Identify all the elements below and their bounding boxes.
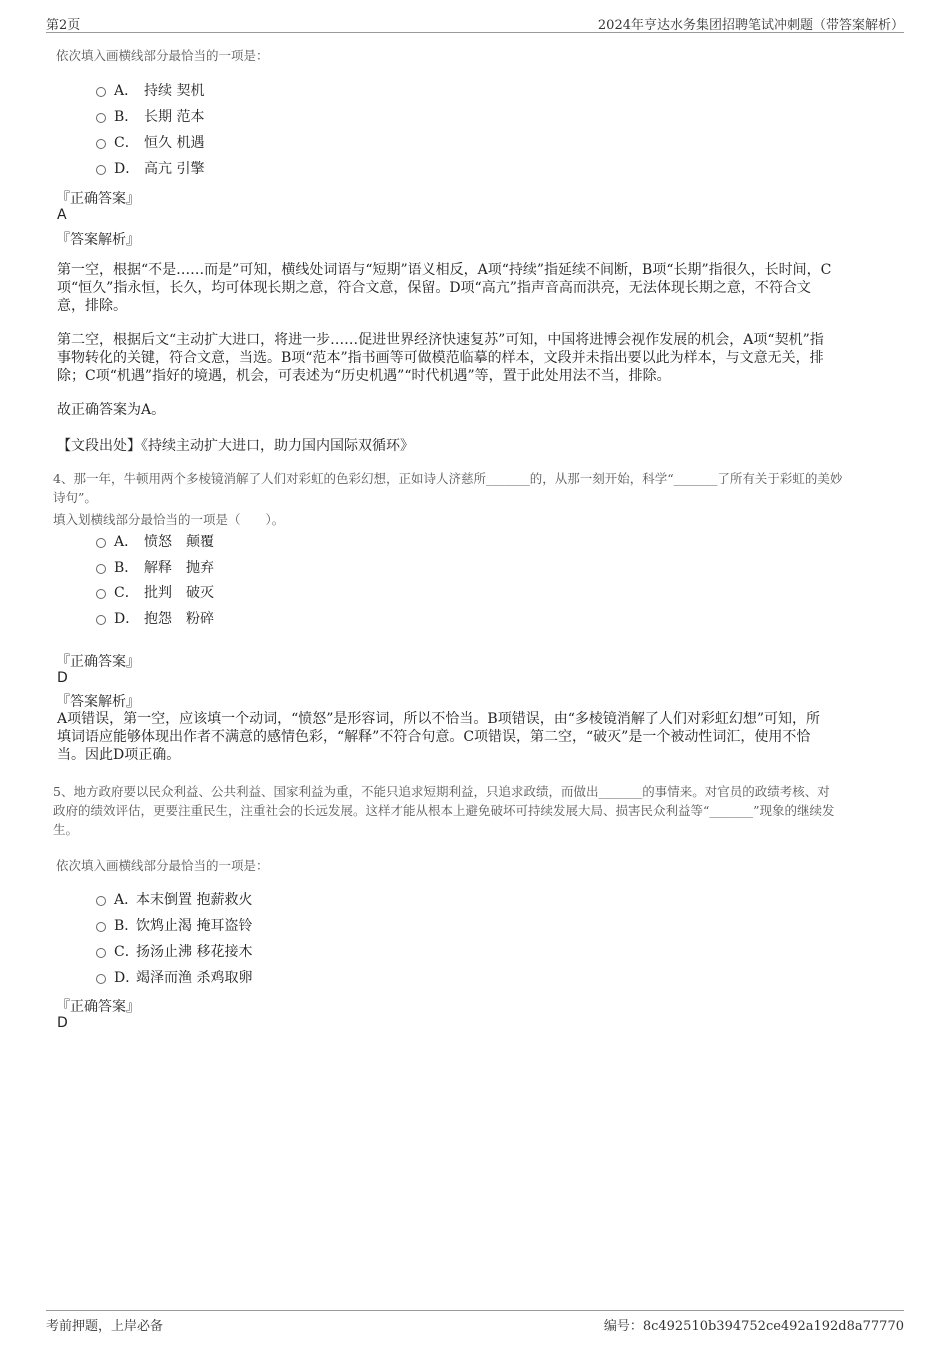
radio-icon[interactable]: [96, 974, 106, 984]
q3-source: 【文段出处】《持续主动扩大进口，助力国内国际双循环》: [57, 438, 414, 454]
q5-option-c[interactable]: C．扬汤止沸 移花接木: [96, 942, 252, 962]
q5-answer-value: D: [57, 1015, 68, 1031]
radio-icon[interactable]: [96, 113, 106, 123]
q4-option-b[interactable]: B． 解释 抛弃: [96, 558, 214, 578]
radio-icon[interactable]: [96, 87, 106, 97]
q5-option-b[interactable]: B．饮鸩止渴 掩耳盗铃: [96, 916, 252, 936]
q3-option-a[interactable]: A． 持续 契机: [96, 81, 204, 101]
q3-option-d[interactable]: D． 高亢 引擎: [96, 159, 204, 179]
q4-analysis-heading: 『答案解析』: [56, 694, 140, 710]
q3-analysis-paragraph-2: 第二空，根据后文“主动扩大进口，将进一步……促进世界经济快速复苏”可知，中国将进博会视作发展的机会，A项“契机”指 事物转化的关键，符合文意，当选。B项“范本”指书画等可做模范临摹的样本，文段并未指出要以此为样本，与文意无关，排 除；C项“机遇”指好的境遇，机会，可表述为“历史机遇”“时代机遇”等，置于此处用法不当，排除。: [57, 332, 824, 384]
q3-analysis-heading: 『答案解析』: [56, 232, 140, 248]
q3-option-b[interactable]: B． 长期 范本: [96, 107, 204, 127]
q4-analysis: A项错误，第一空，应该填一个动词，“愤怒”是形容词，所以不恰当。B项错误，由“多棱镜消解了人们对彩虹幻想”可知，所 填词语应能够体现出作者不满意的感情色彩，“解释”不符合句意。C项错误，第二空，“破灭”是一个被动性词汇，使用不恰 当。因此D项正确。: [57, 711, 821, 763]
radio-icon[interactable]: [96, 589, 106, 599]
q5-answer-heading: 『正确答案』: [56, 999, 140, 1015]
q4-option-a[interactable]: A． 愤怒 颠覆: [96, 532, 214, 552]
page-footer: [46, 1310, 904, 1335]
radio-icon[interactable]: [96, 896, 106, 906]
radio-icon[interactable]: [96, 139, 106, 149]
radio-icon[interactable]: [96, 165, 106, 175]
footer-slogan: 考前押题，上岸必备: [46, 1319, 164, 1334]
radio-icon[interactable]: [96, 564, 106, 574]
q4-answer-value: D: [57, 670, 68, 686]
radio-icon[interactable]: [96, 948, 106, 958]
q3-answer-value: A: [57, 207, 67, 223]
page-number: 第2页: [46, 18, 81, 33]
q4-option-c[interactable]: C． 批判 破灭: [96, 583, 214, 603]
radio-icon[interactable]: [96, 615, 106, 625]
document-title: 2024年亨达水务集团招聘笔试冲刺题（带答案解析）: [597, 18, 904, 33]
q3-conclusion: 故正确答案为A。: [57, 402, 166, 418]
q3-answer-heading: 『正确答案』: [56, 191, 140, 207]
radio-icon[interactable]: [96, 922, 106, 932]
page-header: [46, 12, 904, 33]
q4-option-d[interactable]: D． 抱怨 粉碎: [96, 609, 214, 629]
q4-answer-heading: 『正确答案』: [56, 654, 140, 670]
q5-stem: 5、地方政府要以民众利益、公共利益、国家利益为重，不能只追求短期利益，只追求政绩，而做出_______的事情来。对官员的政绩考核、对 政府的绩效评估，更要注重民生，注重社会的长远发展。这样才能从根本上避免破坏可持续发展大局、损害民众利益等“_______”现象的继续发 生。: [53, 784, 835, 837]
q5-prompt: 依次填入画横线部分最恰当的一项是：: [56, 858, 269, 873]
document-code: 编号：8c492510b394752ce492a192d8a77770: [603, 1319, 904, 1334]
q3-option-c[interactable]: C． 恒久 机遇: [96, 133, 204, 153]
q4-stem: 4、那一年，牛顿用两个多棱镜消解了人们对彩虹的色彩幻想，正如诗人济慈所_______的，从那一刻开始，科学“_______了所有关于彩虹的美妙 诗句”。: [53, 471, 843, 505]
q5-option-d[interactable]: D．竭泽而渔 杀鸡取卵: [96, 968, 252, 988]
q5-option-a[interactable]: A．本末倒置 抱薪救火: [96, 890, 252, 910]
radio-icon[interactable]: [96, 538, 106, 548]
q4-prompt: 填入划横线部分最恰当的一项是（ ）。: [53, 512, 285, 527]
q3-prompt: 依次填入画横线部分最恰当的一项是：: [56, 48, 269, 63]
q3-analysis-paragraph-1: 第一空，根据“不是……而是”可知，横线处词语与“短期”语义相反，A项“持续”指延续不间断，B项“长期”指很久，长时间，C 项“恒久”指永恒，长久，均可体现长期之意，符合文意，保留。D项“高亢”指声音高而洪亮，无法体现长期之意，不符合文 意，排除。: [57, 262, 832, 314]
